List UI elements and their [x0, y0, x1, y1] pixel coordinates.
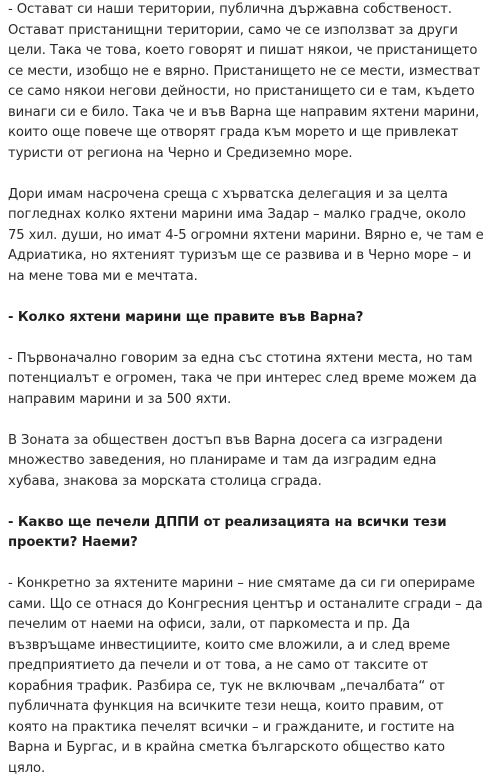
interview-question-2: - Какво ще печели ДППИ от реализацията на всички тези проекти? Наеми? — [8, 514, 447, 550]
interview-question-1: - Колко яхтени марини ще правите във Варна? — [8, 309, 364, 325]
answer-paragraph-3: - Първоначално говорим за една със стотина яхтени места, но там потенциалът е огромен, така че при интерес след време можем да направим марини и за 500 яхти. — [8, 350, 477, 407]
answer-paragraph-2: Дори имам насрочена среща с хърватска делегация и за целта погледнах колко яхтени марини има Задар – малко градче, около 75 хил. души, но имат 4-5 огромни яхтени марини. Вярно е, че там е Адриатика, но яхтеният туризъм ще се развива и в Черно море – и на мене това ми е мечтата. — [8, 186, 484, 284]
answer-paragraph-4: В Зоната за обществен достъп във Варна досега са изградени множество заведения, но планираме и там да изградим една хубава, знакова за морската столица сграда. — [8, 432, 443, 489]
answer-paragraph-1: - Остават си наши територии, публична държавна собственост. Остават пристанищни територии, само че се използват за други цели. Така че това, което говорят и пишат някои, че пристанището се мести, изобщо не е вярно. Пристанището не се мести, изместват се само някои негови дейности, но пристанището си е там, където винаги си е било. Така че и във Варна ще направим яхтени марини, които още повече ще отворят града към морето и ще привлекат туристи от региона на Черно и Средиземно море. — [8, 2, 481, 161]
answer-paragraph-5: - Конкретно за яхтените марини – ние смятаме да си ги оперираме сами. Що се отнася до Конгресния център и останалите сгради – да печелим от наеми на офиси, зали, от паркоместа и пр. Да възвръщаме инвестициите, които сме вложили, а и след време предприятието да печели и от това, а не само от таксите от корабния трафик. Разбира се, тук не включвам „печалбата“ от публичната функция на всичките тези неща, които правим, от която на практика печелят всички – и гражданите, и гостите на Варна и Бургас, и в крайна сметка българското общество като цяло. — [8, 576, 483, 776]
